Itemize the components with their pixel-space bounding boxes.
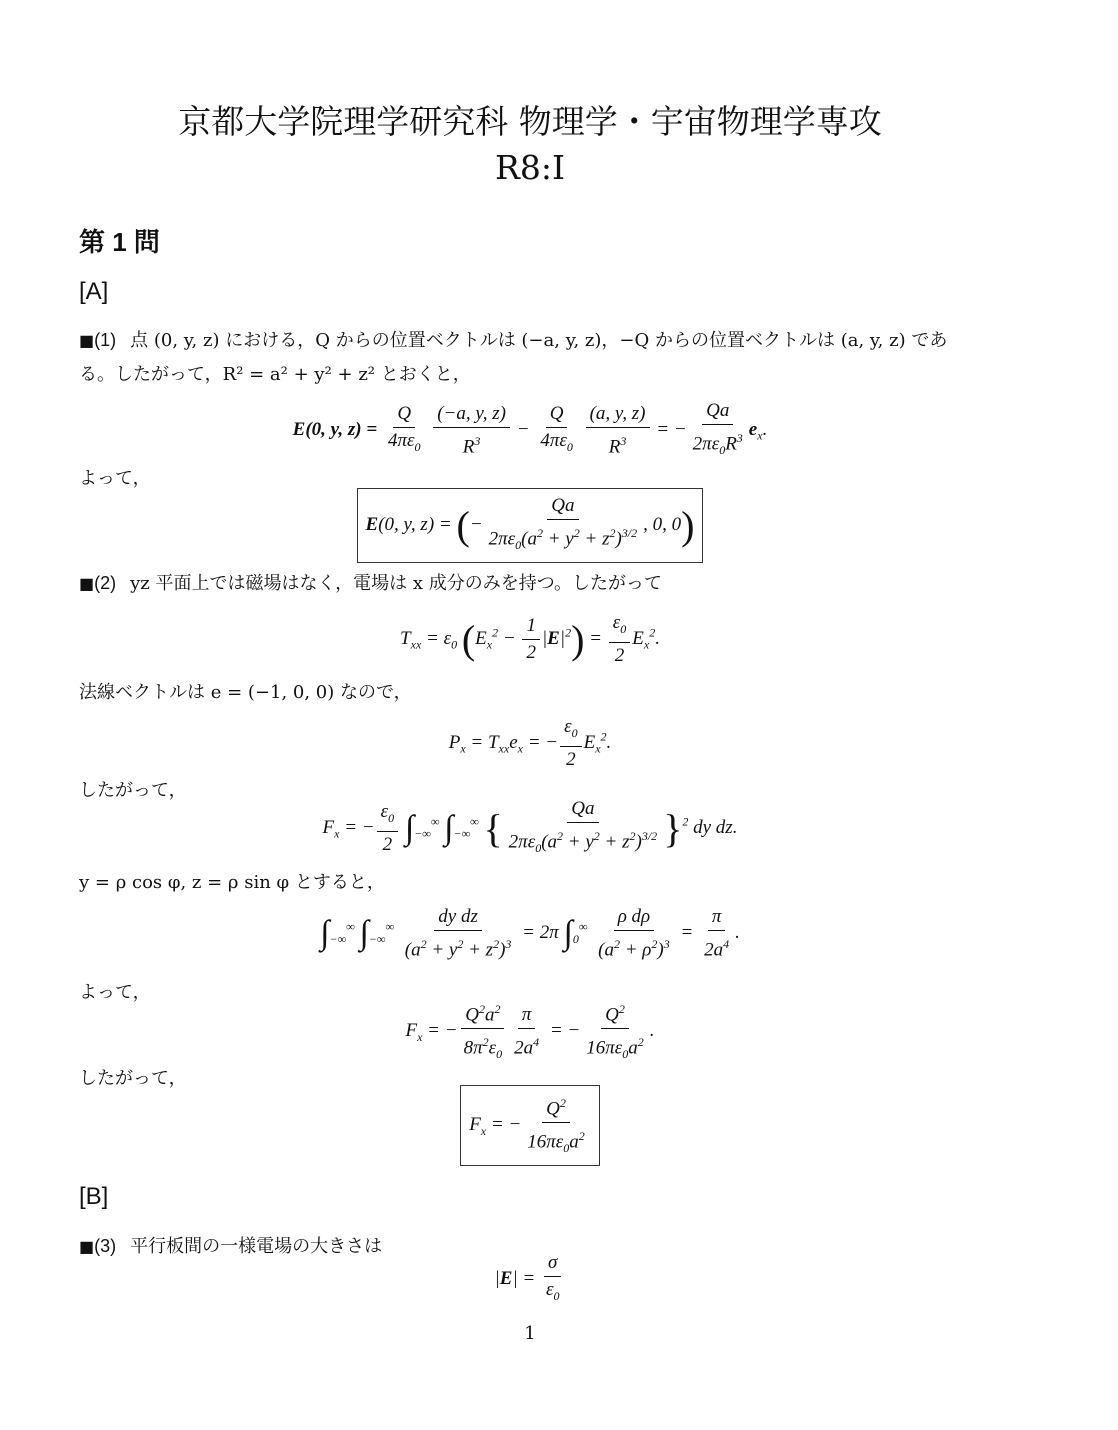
q2-subst-text: y = ρ cos φ, z = ρ sin φ とすると， [79, 872, 385, 893]
q1-text-line2: る。したがって，R² = a² + y² + z² とおくと， [79, 364, 471, 385]
q3-label: (3) [94, 1236, 117, 1256]
part-b-heading: [B] [79, 1183, 109, 1210]
equation-polar-integral: $\int_{-\infty}^\infty$ $\int_{-\infty}^\infty$ $\frac{\text{dy dz}}{(a^2 + y^2 + z^2)^3}$ = 2π $\int_0^\infty$ $\frac{\text{ρ dρ}}{(a^2 + \rho^2)^3}$ = $\frac{\pi}{2a^4}$ . [320, 906, 740, 961]
equation-force-result: $F_x$ = − $\frac{Q^2a^2}{8\pi^2\varepsilon_0}$ $\frac{\pi}{2a^4}$ = − $\frac{Q^2}{16\pi\varepsilon_0a^2}$ . [0, 998, 1060, 1065]
eq1-lhs: E(0, y, z) = [292, 418, 378, 440]
q1-paragraph [79, 323, 1009, 392]
answer-box-2: $F_x$ = − $\frac{Q^2}{16\pi\varepsilon_0a^2}$ [0, 1085, 1060, 1166]
document-subtitle: R8:I [495, 148, 565, 187]
q1-label: (1) [94, 330, 117, 350]
q1-text-line1: 点 (0, y, z) における，Q からの位置ベクトルは (−a, y, z)，−Q からの位置ベクトルは (a, y, z) であ [130, 330, 948, 351]
problem-heading: 第 1 問 [79, 227, 160, 257]
q1-yotte: よって， [79, 468, 151, 489]
answer-box-1: E(0, y, z) = (− $\frac{Qa}{2\pi\varepsilon_0(a^2 + y^2 + z^2)^{3/2}}$ , 0, 0) [0, 488, 1060, 563]
q2-label: (2) [94, 573, 117, 593]
document-title: 京都大学院理学研究科 物理学・宇宙物理学専攻 [178, 102, 882, 141]
bullet-square-icon: ■ [79, 1237, 95, 1256]
equation-force-integral: $F_x$ = − $\frac{\varepsilon_0}{2}$ $\int_{-\infty}^\infty$ $\int_{-\infty}^\infty$ { $\frac{Qa}{2\pi\varepsilon_0(a^2 + y^2 + z^2)^{3/2}}$ }$^2$ dy dz. [322, 798, 738, 856]
q2-shitagatte-1: したがって， [79, 780, 187, 801]
q2-normal-text: 法線ベクトルは e = (−1, 0, 0) なので， [79, 682, 412, 703]
q2-yotte: よって， [79, 982, 151, 1003]
part-a-heading: [A] [79, 278, 109, 305]
q2-paragraph [79, 566, 1009, 601]
q2-text: yz 平面上では磁場はなく，電場は x 成分のみを持つ。したがって [130, 573, 663, 594]
q3-text: 平行板間の一様電場の大きさは [130, 1236, 383, 1257]
bullet-square-icon: ■ [79, 331, 95, 350]
equation-pressure: $P_x = T_{xx}e_x$ = − $\frac{\varepsilon_0}{2}$ $E_x^2$. [448, 716, 612, 770]
page-number: 1 [524, 1323, 536, 1344]
q2-shitagatte-2: したがって， [79, 1068, 187, 1089]
bullet-square-icon: ■ [79, 574, 95, 593]
equation-field-e: E(0, y, z) = $\frac{Q}{4\pi\varepsilon_0}$ $\frac{(-a, y, z)}{R^3}$ − $\frac{Q}{4\pi\varepsilon_0}$ $\frac{(a, y, z)}{R^3}$ = − $\frac{Qa}{2\pi\varepsilon_0R^3}$ $e_x$. [292, 400, 768, 458]
equation-uniform-field: |E| = $\frac{\sigma}{\varepsilon_0}$ [494, 1252, 560, 1303]
equation-stress-tensor: $T_{xx} = \varepsilon_0$ ($E_x^2$ − $\frac{1}{2}$ $|E|^2$) = $\frac{\varepsilon_0}{2}$ $E_x^2$. [400, 612, 660, 666]
